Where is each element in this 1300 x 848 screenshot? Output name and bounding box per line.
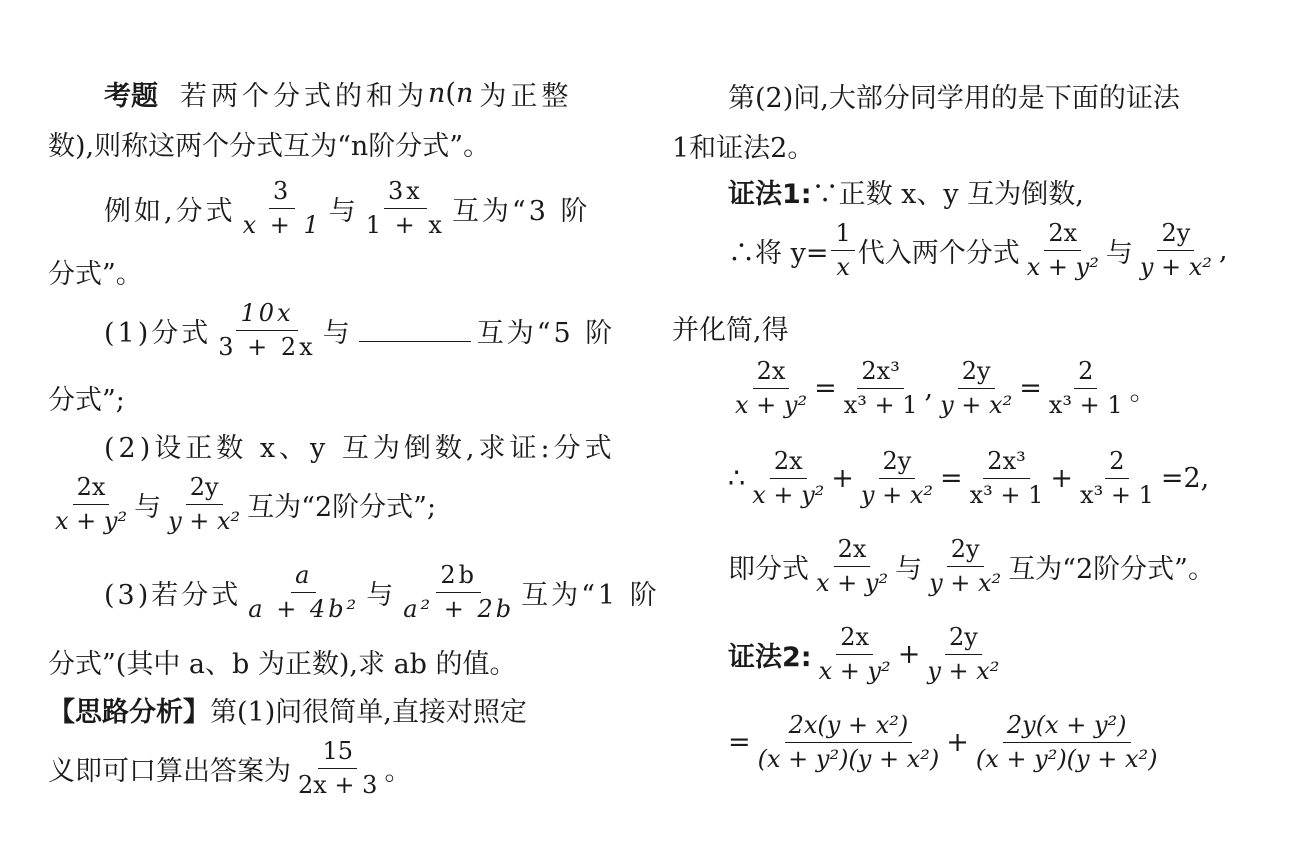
fraction: $\frac{2x}{\text{x + y²}}$ <box>816 535 889 597</box>
fraction: $\frac{2x}{\text{x + y²}}$ <box>735 357 808 419</box>
fraction: $\frac{2}{\text{x³ + 1}}$ <box>1080 447 1154 509</box>
question-line-2: 数),则称这两个分式互为“n阶分式”。 <box>48 131 491 162</box>
fraction: $\frac{2y}{\text{y + x²}}$ <box>929 535 1002 597</box>
proof1-eq2: ∴ $\frac{2x}{\text{x + y²}}$ + $\frac{2y}{\text{y + x²}}$ = $\frac{\text{2x³}}{\text{x³ + 1}}$ + $\frac{2}{\text{x³ + 1}}$ =2, <box>728 447 1210 509</box>
fraction: $\frac{2x}{\text{x + y²}}$ <box>1026 219 1099 281</box>
analysis-tag: 【思路分析】 <box>48 697 210 728</box>
proof2-line: 证法2: $\frac{2x}{\text{x + y²}}$ + $\frac{2y}{\text{y + x²}}$ <box>728 624 1006 685</box>
part1-line: (1)分式 $\frac{10x}{3 + 2x}$ 与 互为“5 阶 <box>104 299 616 361</box>
fraction: $\frac{\text{2x³}}{\text{x³ + 1}}$ <box>843 357 918 419</box>
proof1-tag: 证法1: <box>728 179 812 210</box>
solution-intro: 第(2)问,大部分同学用的是下面的证法 <box>728 83 1180 114</box>
fraction: $\frac{2y}{\text{y + x²}}$ <box>860 447 933 509</box>
proof1-eq1: $\frac{2x}{\text{x + y²}}$ = $\frac{\text{2x³}}{\text{x³ + 1}}$ , $\frac{2y}{\text{y + x²}}$ = $\frac{2}{\text{x³ + 1}}$ 。 <box>728 358 1157 419</box>
part2-line: (2)设正数 x、y 互为倒数,求证:分式 <box>104 433 616 464</box>
example-line: 例如,分式 $\frac{3}{x + 1}$ 与 $\frac{3x}{1 + x}$ 互为“3 阶 <box>104 177 591 239</box>
analysis-line: 【思路分析】 第(1)问很简单,直接对照定 <box>48 690 527 729</box>
fraction: $\frac{15}{2x + 3}$ <box>298 737 378 799</box>
proof2-tag: 证法2: <box>728 642 812 674</box>
fraction: $\frac{2}{\text{x³ + 1}}$ <box>1048 357 1123 419</box>
fraction: $\frac{\text{2y(x + y²)}}{\text{(x + y²)(y + x²)}}$ <box>975 711 1158 773</box>
analysis-line-2: 义即可口算出答案为 $\frac{15}{2x + 3}$ 。 <box>48 737 412 799</box>
simplify-line: 并化简,得 <box>672 315 789 346</box>
question-tag: 考题 <box>104 81 158 112</box>
fraction: $\frac{2y}{\text{y + x²}}$ <box>168 473 241 535</box>
solution-intro-2: 1和证法2。 <box>672 133 815 164</box>
part2-line-2: $\frac{2x}{\text{x + y²}}$ 与 $\frac{2y}{\text{y + x²}}$ 互为“2阶分式”; <box>48 474 436 535</box>
part3-line-2: 分式”(其中 a、b 为正数),求 ab 的值。 <box>48 649 517 680</box>
part1-line-2: 分式”; <box>48 385 125 416</box>
fraction: $\frac{1}{x}$ <box>831 220 854 281</box>
proof2-expand: = $\frac{\text{2x(y + x²)}}{\text{(x + y²)(y + x²)}}$ + $\frac{\text{2y(x + y²)}}{\text{(x + y²)(y + x²)}}$ <box>728 712 1165 773</box>
fraction: $\frac{\text{2x(y + x²)}}{\text{(x + y²)(y + x²)}}$ <box>757 711 940 773</box>
fraction: $\frac{3x}{1 + x}$ <box>365 177 445 239</box>
fraction: $\frac{2b}{\text{a² + 2b}}$ <box>403 561 515 623</box>
fraction: $\frac{3}{x + 1}$ <box>242 177 322 239</box>
fraction: $\frac{\text{2x³}}{\text{x³ + 1}}$ <box>969 447 1044 509</box>
fraction: $\frac{a}{\text{a + 4b²}}$ <box>248 561 360 623</box>
proof1-conclusion: 即分式 $\frac{2x}{\text{x + y²}}$ 与 $\frac{2y}{\text{y + x²}}$ 互为“2阶分式”。 <box>728 535 1215 597</box>
answer-blank[interactable] <box>359 319 471 342</box>
fraction: $\frac{2x}{\text{x + y²}}$ <box>752 447 825 509</box>
fraction: $\frac{2x}{\text{x + y²}}$ <box>818 623 891 685</box>
proof1-substitute: ∴将 y= $\frac{1}{x}$ 代入两个分式 $\frac{2x}{\text{x + y²}}$ 与 $\frac{2y}{\text{y + x²}}$ , <box>728 219 1228 281</box>
proof1-line: 证法1: ∵正数 x、y 互为倒数, <box>728 172 1084 211</box>
question-line-1: 考题 若两个分式的和为 n ( n 为正整 <box>104 74 572 113</box>
fraction: $\frac{2y}{\text{y + x²}}$ <box>940 357 1013 419</box>
fraction: $\frac{10x}{3 + 2x}$ <box>218 299 316 361</box>
fraction: $\frac{2x}{\text{x + y²}}$ <box>55 473 128 535</box>
fraction: $\frac{2y}{\text{y + x²}}$ <box>927 623 1000 685</box>
fraction: $\frac{2y}{\text{y + x²}}$ <box>1139 219 1212 281</box>
part3-line: (3)若分式 $\frac{a}{\text{a + 4b²}}$ 与 $\frac{2b}{\text{a² + 2b}}$ 互为“1 阶 <box>104 561 660 623</box>
example-line-2: 分式”。 <box>48 259 143 290</box>
